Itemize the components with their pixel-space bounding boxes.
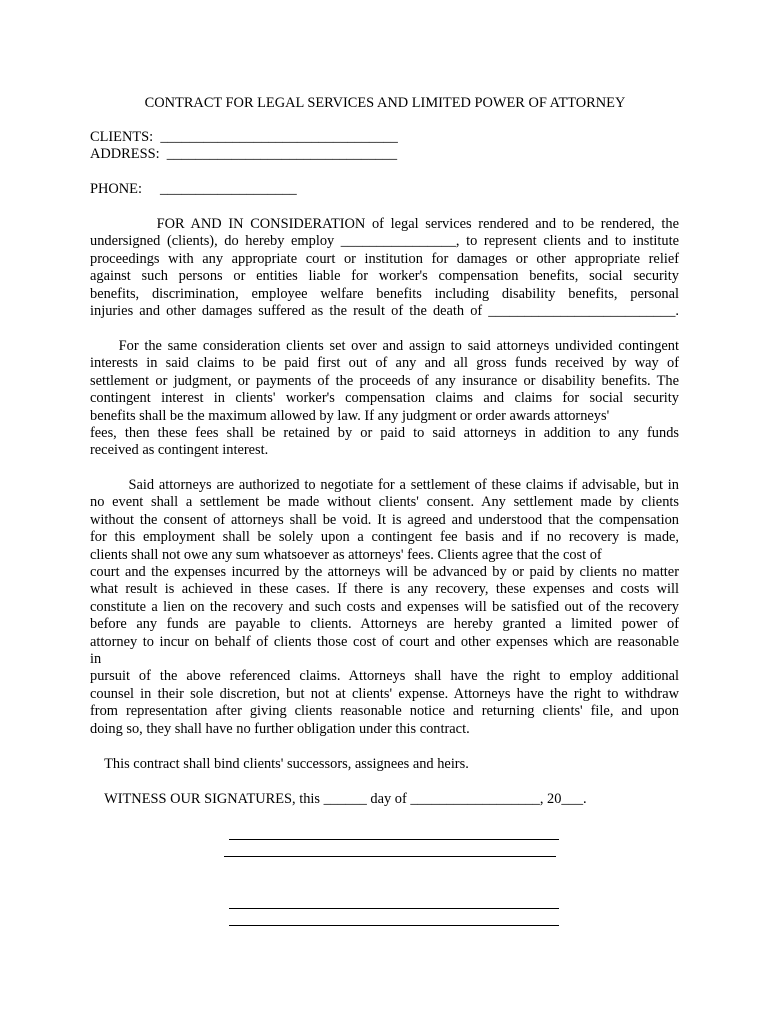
settlement-paragraph (90, 477, 679, 738)
paragraph-line: injuries and other damages suffered as the result of the death of __________________________. (90, 303, 679, 320)
paragraph-line: doing so, they shall have no further obligation under this contract. (90, 720, 470, 737)
paragraph-line: undersigned (clients), do hereby employ ________________, to represent clients and to institute (90, 233, 679, 250)
paragraph-line: FOR AND IN CONSIDERATION of legal services rendered and to be rendered, the (90, 216, 679, 232)
paragraph-line: from representation after giving clients reasonable notice and returning clients' file, and upon (90, 703, 679, 720)
paragraph-line: in (90, 651, 102, 668)
paragraph-line: clients shall not owe any sum whatsoever as attorneys' fees. Clients agree that the cost of (90, 546, 602, 563)
paragraph-line: what result is achieved in these cases. If there is any recovery, these expenses and costs will (90, 581, 679, 598)
paragraph-line: proceedings with any appropriate court or institution for damages or other appropriate relief (90, 250, 679, 267)
paragraph-line: for this employment shall be solely upon a contingent fee basis and if no recovery is made, (90, 529, 679, 546)
paragraph-line: contingent interest in clients' worker's compensation claims and claims for social security (90, 390, 679, 407)
paragraph-line: Said attorneys are authorized to negotiate for a settlement of these claims if advisable, but in (90, 477, 679, 493)
paragraph-line: For the same consideration clients set over and assign to said attorneys undivided contingent (90, 338, 679, 354)
paragraph-line: interests in said claims to be paid first out of any and all gross funds received by way of (90, 355, 679, 372)
paragraph-line: pursuit of the above referenced claims. Attorneys shall have the right to employ additional (90, 668, 679, 685)
paragraph-line: benefits shall be the maximum allowed by law. If any judgment or order awards attorneys' (90, 407, 610, 424)
paragraph-line: counsel in their sole discretion, but not at clients' expense. Attorneys have the right to withdraw (90, 685, 679, 702)
paragraph-line: against such persons or entities liable for worker's compensation benefits, social security (90, 268, 679, 285)
binding-clause: This contract shall bind clients' successors, assignees and heirs. (90, 756, 469, 772)
paragraph-line: court and the expenses incurred by the attorneys will be advanced by or paid by clients no matter (90, 564, 679, 581)
document-title: CONTRACT FOR LEGAL SERVICES AND LIMITED POWER OF ATTORNEY (144, 95, 626, 111)
paragraph-line: received as contingent interest. (90, 442, 269, 459)
paragraph-line: settlement or judgment, or payments of the proceeds of any insurance or disability benefits. The (90, 372, 679, 389)
paragraph-line: no event shall a settlement be made without clients' consent. Any settlement made by clients (90, 494, 679, 511)
address-field-line: ADDRESS: ________________________________ (90, 146, 398, 162)
contingent-interest-paragraph (90, 338, 679, 460)
signature-line (229, 908, 559, 909)
paragraph-line: without the consent of attorneys shall be void. It is agreed and understood that the compensation (90, 511, 679, 528)
witness-clause: WITNESS OUR SIGNATURES, this ______ day of __________________, 20___. (90, 791, 587, 807)
clients-field-line: CLIENTS: _________________________________ (90, 129, 398, 145)
paragraph-line: constitute a lien on the recovery and such costs and expenses will be satisfied out of the recovery (90, 598, 679, 615)
paragraph-line: fees, then these fees shall be retained by or paid to said attorneys in addition to any funds (90, 425, 679, 442)
paragraph-line: attorney to incur on behalf of clients those cost of court and other expenses which are reasonable (90, 633, 679, 650)
signature-line (224, 856, 556, 857)
signature-line (229, 839, 559, 840)
signature-line (229, 925, 559, 926)
paragraph-line: before any funds are payable to clients. Attorneys are hereby granted a limited power of (90, 616, 679, 633)
phone-field-line: PHONE: ___________________ (90, 181, 297, 197)
paragraph-line: benefits, discrimination, employee welfare benefits including disability benefits, personal (90, 285, 679, 302)
consideration-paragraph (90, 216, 679, 320)
